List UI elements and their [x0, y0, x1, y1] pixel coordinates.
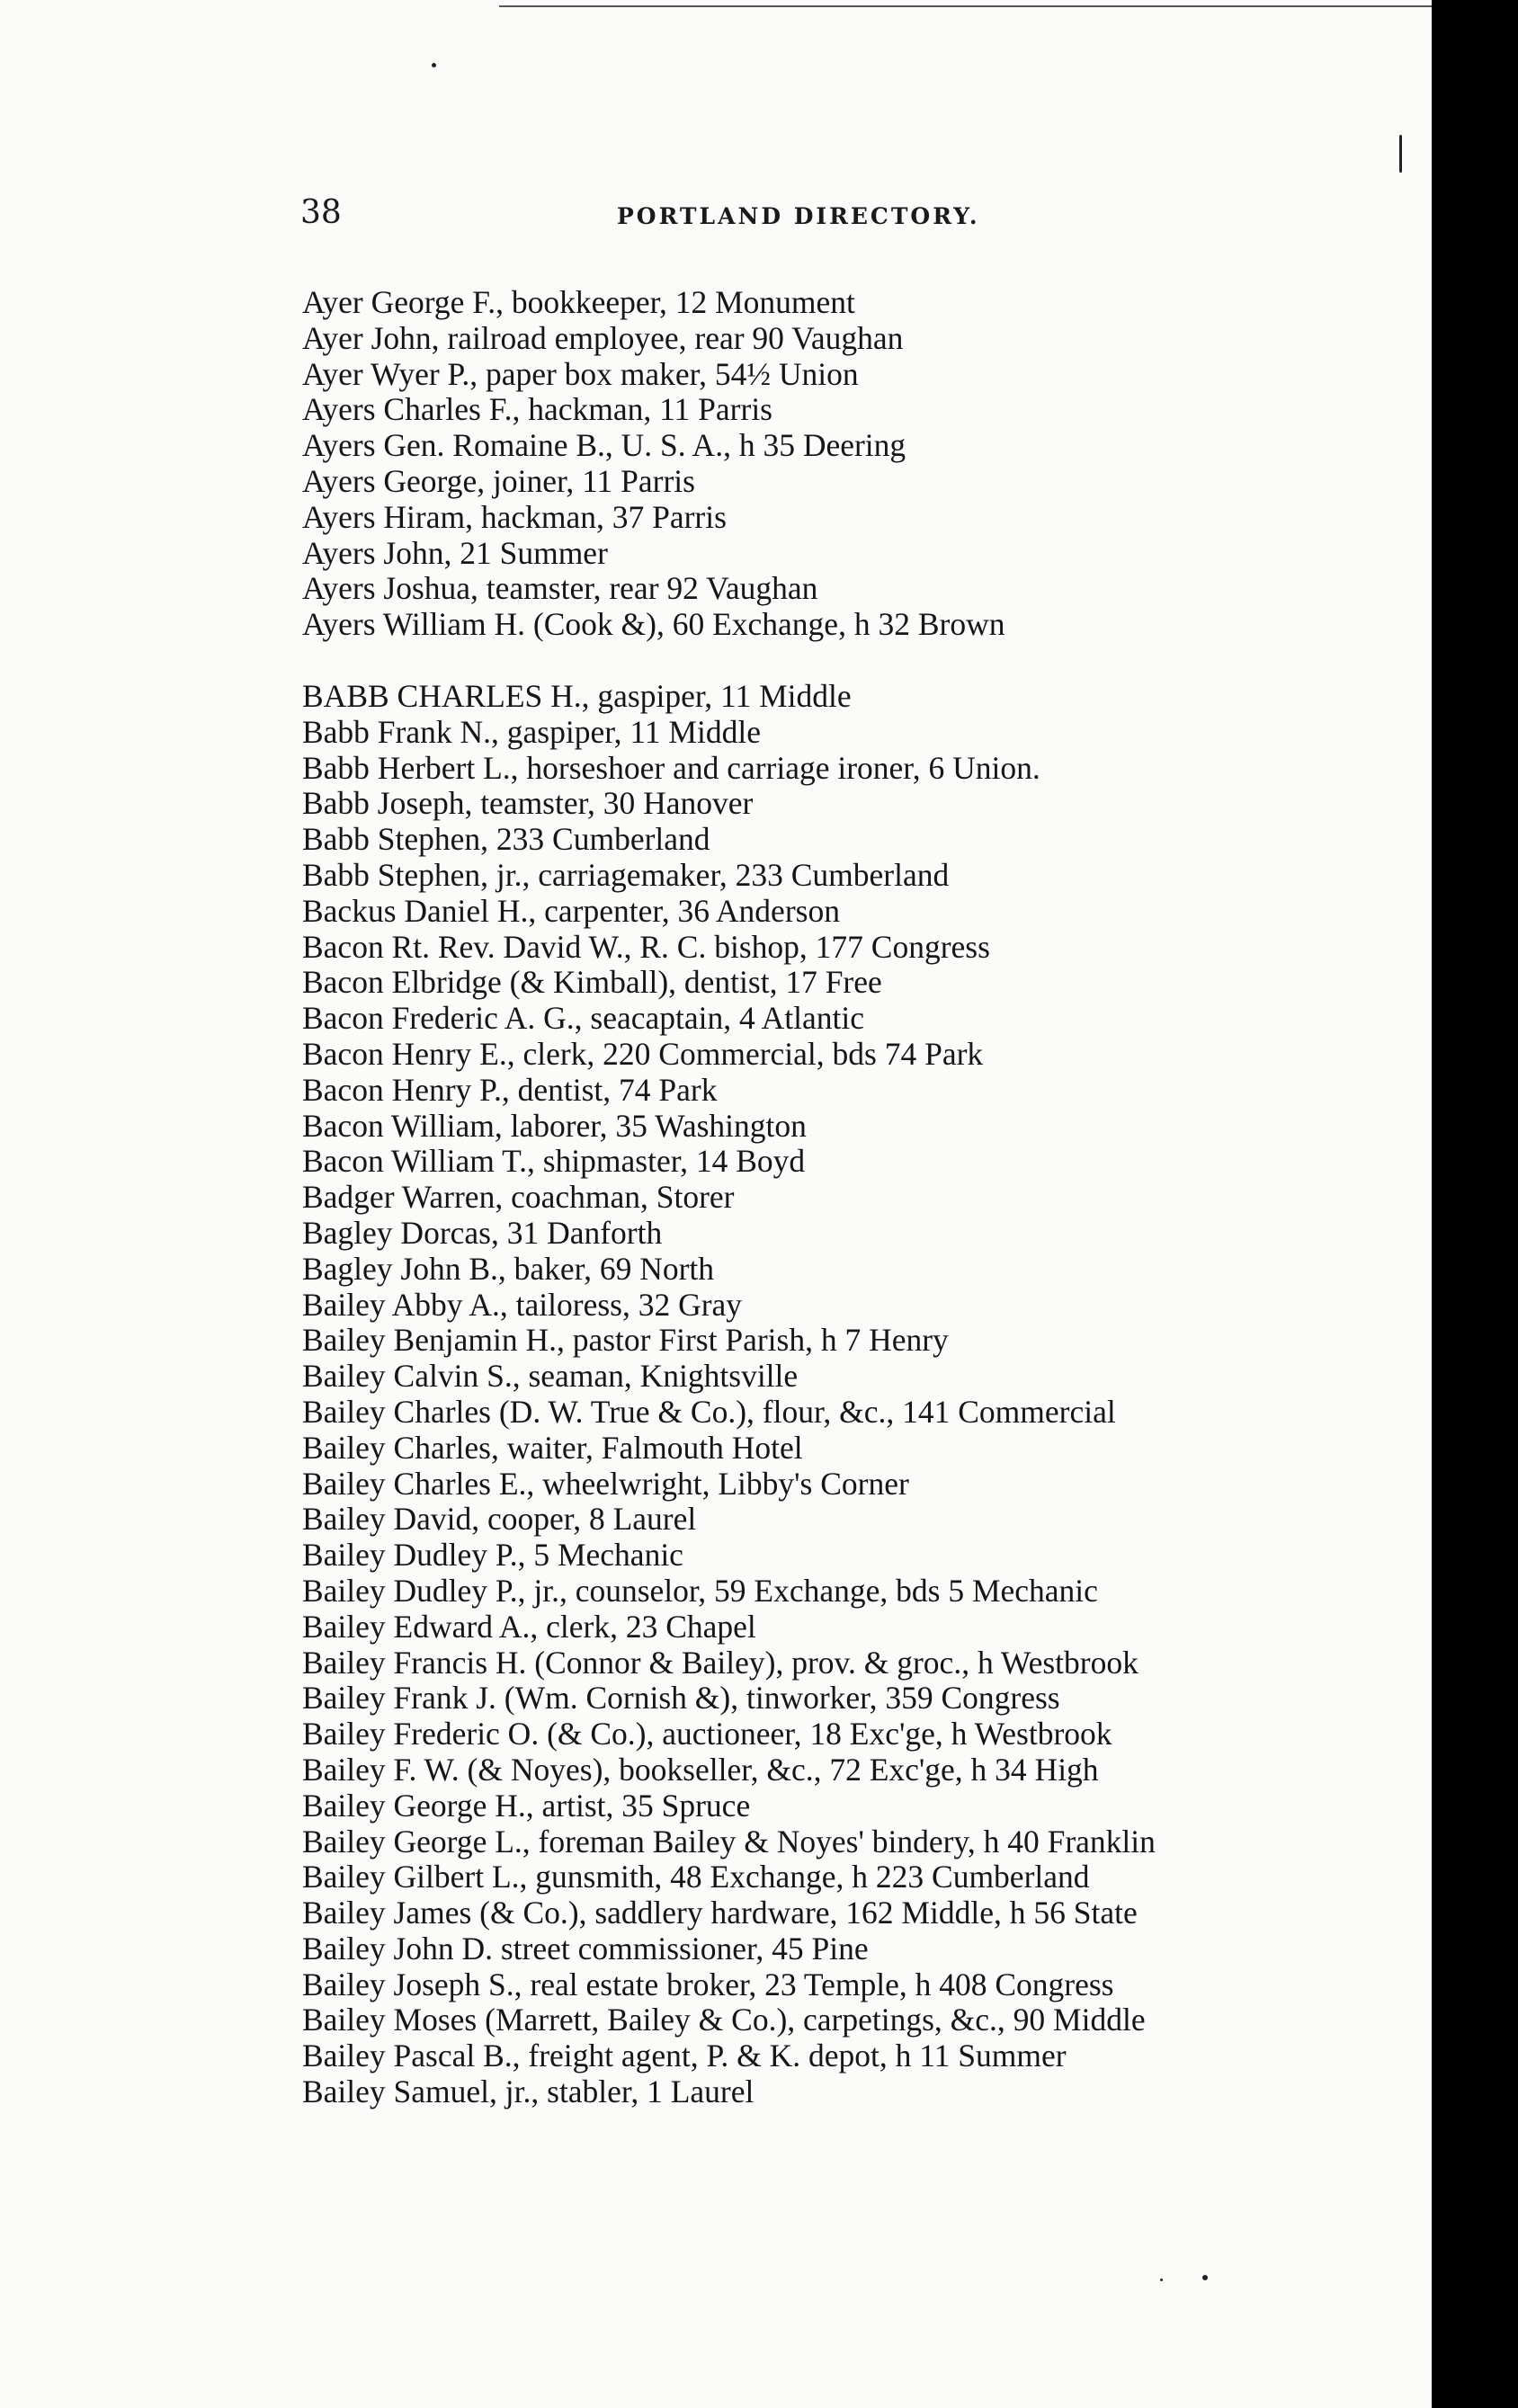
directory-entry: Bacon Elbridge (& Kimball), dentist, 17 Free	[302, 964, 882, 1001]
directory-entry: Bailey Samuel, jr., stabler, 1 Laurel	[302, 2074, 755, 2110]
directory-entry: Babb Herbert L., horseshoer and carriage ironer, 6 Union.	[302, 749, 1040, 786]
directory-entry: Babb Joseph, teamster, 30 Hanover	[302, 785, 754, 822]
directory-entry: Bagley Dorcas, 31 Danforth	[302, 1214, 663, 1251]
directory-entry: Ayer George F., bookkeeper, 12 Monument	[302, 284, 855, 320]
directory-entry: Bailey Dudley P., 5 Mechanic	[302, 1537, 683, 1574]
directory-entry: BABB CHARLES H., gaspiper, 11 Middle	[302, 678, 852, 714]
directory-entry: Ayers Hiram, hackman, 37 Parris	[302, 498, 727, 535]
directory-entry: Ayers Charles F., hackman, 11 Parris	[302, 391, 773, 428]
directory-entry: Ayer Wyer P., paper box maker, 54½ Union	[302, 355, 859, 392]
directory-entry: Bailey Abby A., tailoress, 32 Gray	[302, 1286, 743, 1323]
directory-entry: Bacon Rt. Rev. David W., R. C. bishop, 177 Congress	[302, 928, 990, 965]
directory-entry: Bailey Joseph S., real estate broker, 23 Temple, h 408 Congress	[302, 1966, 1114, 2002]
directory-entry: Bacon Henry E., clerk, 220 Commercial, bds 74 Park	[302, 1035, 984, 1072]
directory-entry: Bailey Charles (D. W. True & Co.), flour, &c., 141 Commercial	[302, 1393, 1116, 1430]
page-top-rule	[499, 5, 1432, 7]
directory-entry: Bailey Moses (Marrett, Bailey & Co.), carpetings, &c., 90 Middle	[302, 2002, 1146, 2038]
directory-entry: Ayers Joshua, teamster, rear 92 Vaughan	[302, 570, 818, 607]
ink-speck	[432, 63, 436, 67]
directory-entry: Bacon Henry P., dentist, 74 Park	[302, 1071, 718, 1108]
directory-entry: Bailey Calvin S., seaman, Knightsville	[302, 1358, 799, 1395]
ink-speck	[1160, 2279, 1163, 2281]
directory-entry: Babb Stephen, 233 Cumberland	[302, 821, 710, 858]
directory-entry: Bailey Frederic O. (& Co.), auctioneer, 18 Exc'ge, h Westbrook	[302, 1716, 1112, 1752]
directory-entry: Bailey Charles E., wheelwright, Libby's Corner	[302, 1465, 909, 1502]
page-header	[300, 194, 1092, 239]
directory-entry: Bailey George H., artist, 35 Spruce	[302, 1787, 751, 1824]
directory-entry: Bailey Dudley P., jr., counselor, 59 Exchange, bds 5 Mechanic	[302, 1572, 1098, 1609]
b-entries-list	[302, 679, 1156, 2110]
directory-entry: Backus Daniel H., carpenter, 36 Anderson	[302, 892, 840, 929]
ink-speck	[1202, 2275, 1208, 2280]
directory-entry: Bacon William T., shipmaster, 14 Boyd	[302, 1143, 806, 1180]
directory-entry: Bailey Charles, waiter, Falmouth Hotel	[302, 1429, 803, 1466]
directory-entry: Ayers William H. (Cook &), 60 Exchange, h 32 Brown	[302, 606, 1005, 643]
directory-entry: Bailey George L., foreman Bailey & Noyes' bindery, h 40 Franklin	[302, 1823, 1156, 1860]
directory-entry: Bailey John D. street commissioner, 45 Pine	[302, 1930, 869, 1967]
directory-entry: Bacon William, laborer, 35 Washington	[302, 1107, 807, 1144]
directory-entry: Ayer John, railroad employee, rear 90 Vaughan	[302, 319, 904, 356]
directory-entry: Bailey Pascal B., freight agent, P. & K. depot, h 11 Summer	[302, 2038, 1067, 2074]
directory-entry: Bailey James (& Co.), saddlery hardware, 162 Middle, h 56 State	[302, 1895, 1138, 1931]
directory-entry: Bacon Frederic A. G., seacaptain, 4 Atlantic	[302, 1000, 864, 1037]
directory-entry: Ayers John, 21 Summer	[302, 534, 608, 571]
directory-entry: Bailey Benjamin H., pastor First Parish, h 7 Henry	[302, 1322, 949, 1359]
directory-entry: Bagley John B., baker, 69 North	[302, 1250, 715, 1287]
directory-entry: Bailey Gilbert L., gunsmith, 48 Exchange, h 223 Cumberland	[302, 1859, 1090, 1895]
directory-entry: Ayers George, joiner, 11 Parris	[302, 462, 695, 499]
directory-entry: Badger Warren, coachman, Storer	[302, 1179, 735, 1216]
running-title: PORTLAND DIRECTORY.	[617, 203, 980, 229]
directory-entry: Babb Frank N., gaspiper, 11 Middle	[302, 713, 761, 750]
directory-entry: Bailey David, cooper, 8 Laurel	[302, 1501, 697, 1538]
directory-entry: Bailey Frank J. (Wm. Cornish &), tinworker, 359 Congress	[302, 1680, 1060, 1717]
directory-entry: Bailey F. W. (& Noyes), bookseller, &c., 72 Exc'ge, h 34 High	[302, 1751, 1099, 1788]
directory-entry: Bailey Francis H. (Connor & Bailey), prov. & groc., h Westbrook	[302, 1644, 1138, 1681]
ayer-entries-list	[302, 285, 1005, 643]
directory-entry: Bailey Edward A., clerk, 23 Chapel	[302, 1608, 756, 1645]
directory-entry: Babb Stephen, jr., carriagemaker, 233 Cumberland	[302, 856, 950, 893]
page-number: 38	[300, 194, 342, 231]
ink-speck	[1399, 135, 1402, 173]
directory-entry: Ayers Gen. Romaine B., U. S. A., h 35 Deering	[302, 427, 906, 464]
